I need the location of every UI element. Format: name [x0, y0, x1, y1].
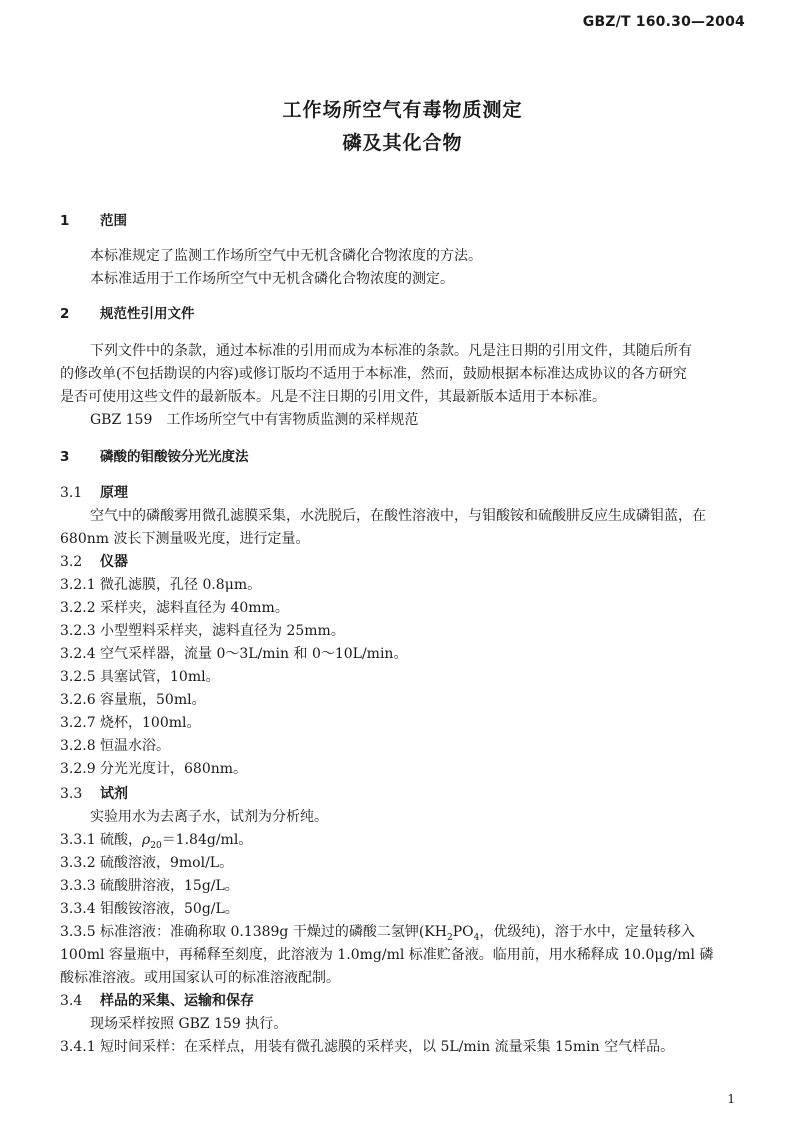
item-number: 3.3.3: [60, 878, 96, 894]
item-number: 3.3.1: [60, 832, 96, 848]
item-text: 硫酸，: [100, 832, 142, 848]
subsection-3-3-heading: [60, 783, 750, 805]
item-text: 硫酸溶液，9mol/L。: [100, 855, 234, 871]
section-1-heading: [60, 210, 750, 232]
section-3-heading: [60, 446, 750, 468]
list-item: [60, 620, 750, 642]
subsection-3-2-heading: [60, 551, 750, 573]
subsection-number: 3.3: [60, 786, 83, 802]
density-symbol: ρ: [142, 832, 151, 848]
paragraph-line: 是否可使用这些文件的最新版本。凡是不注日期的引用文件，其最新版本适用于本标准。: [60, 389, 606, 405]
section-title: 磷酸的钼酸铵分光光度法: [100, 449, 249, 465]
subsection-number: 3.1: [60, 485, 83, 501]
item-number: 3.2.4: [60, 646, 96, 662]
section-number: 1: [60, 213, 70, 229]
subsection-title: 原理: [100, 485, 128, 501]
item-text: 恒温水浴。: [100, 738, 170, 754]
item-number: 3.4.1: [60, 1039, 96, 1055]
section-title: 规范性引用文件: [100, 306, 195, 322]
standard-code: GBZ/T 160.30—2004: [582, 14, 745, 30]
paragraph-line: 酸标准溶液。或用国家认可的标准溶液配制。: [60, 970, 340, 986]
subsection-title: 仪器: [100, 554, 128, 570]
subsection-3-4-heading: [60, 990, 750, 1012]
item-text: 容量瓶，50ml。: [100, 692, 206, 708]
list-item: [60, 852, 750, 874]
list-item: [60, 758, 750, 780]
density-subscript: 20: [150, 840, 162, 851]
item-number: 3.2.7: [60, 715, 96, 731]
section-number: 2: [60, 306, 70, 322]
list-item: [60, 875, 750, 897]
section-2-heading: [60, 303, 750, 325]
item-number: 3.2.9: [60, 761, 96, 777]
list-item: [60, 898, 750, 920]
subsection-title: 样品的采集、运输和保存: [100, 993, 254, 1009]
item-number: 3.3.2: [60, 855, 96, 871]
item-number: 3.2.5: [60, 669, 96, 685]
subsection-3-1-heading: [60, 482, 750, 504]
item-number: 3.2.6: [60, 692, 96, 708]
paragraph-line: 的修改单(不包括勘误的内容)或修订版均不适用于本标准，然而，鼓励根据本标准达成协议的各方研究: [60, 366, 687, 382]
paragraph: 现场采样按照 GBZ 159 执行。: [90, 1016, 288, 1032]
list-item: [60, 735, 750, 757]
formula-subscript: 4: [473, 932, 480, 943]
paragraph: 本标准适用于工作场所空气中无机含磷化合物浓度的测定。: [90, 271, 454, 287]
document-title: 工作场所空气有毒物质测定: [282, 99, 523, 121]
paragraph-line: 下列文件中的条款，通过本标准的引用而成为本标准的条款。凡是注日期的引用文件，其随后所有: [90, 343, 692, 359]
list-item: [60, 689, 750, 711]
item-number: 3.2.1: [60, 577, 96, 593]
item-text: 标准溶液：准确称取 0.1389g 干燥过的磷酸二氢钾(KH: [100, 924, 447, 940]
subsection-number: 3.2: [60, 554, 83, 570]
subsection-title: 试剂: [100, 786, 128, 802]
section-title: 范围: [100, 213, 127, 229]
item-text: PO: [452, 924, 474, 940]
item-number: 3.2.8: [60, 738, 96, 754]
paragraph-line: 空气中的磷酸雾用微孔滤膜采集，水洗脱后，在酸性溶液中，与钼酸铵和硫酸肼反应生成磷钼蓝，在: [90, 508, 706, 524]
list-item: [60, 712, 750, 734]
subsection-number: 3.4: [60, 993, 83, 1009]
formula-subscript: 2: [446, 932, 453, 943]
list-item: [60, 597, 750, 619]
list-item: [60, 1036, 750, 1058]
paragraph: 本标准规定了监测工作场所空气中无机含磷化合物浓度的方法。: [90, 248, 482, 264]
item-text: ＝1.84g/ml。: [161, 832, 253, 848]
item-number: 3.3.5: [60, 924, 96, 940]
item-text: 小型塑料采样夹，滤料直径为 25mm。: [100, 623, 345, 639]
item-text: ，优级纯)，溶于水中，定量转移入: [479, 924, 695, 940]
item-text: 短时间采样：在采样点，用装有微孔滤膜的采样夹，以 5L/min 流量采集 15min 空气样品。: [100, 1039, 675, 1055]
page-number: 1: [727, 1092, 735, 1106]
item-text: 硫酸肼溶液，15g/L。: [100, 878, 239, 894]
item-text: 具塞试管，10ml。: [100, 669, 220, 685]
paragraph-line: 100ml 容量瓶中，再稀释至刻度，此溶液为 1.0mg/ml 标准贮备液。临用前，用水稀释成 10.0μg/ml 磷: [60, 947, 714, 963]
paragraph-line: 680nm 波长下测量吸光度，进行定量。: [60, 531, 310, 547]
paragraph: 实验用水为去离子水，试剂为分析纯。: [90, 809, 328, 825]
item-text: 采样夹，滤料直径为 40mm。: [100, 600, 289, 616]
item-number: 3.2.2: [60, 600, 96, 616]
list-item: [60, 643, 750, 665]
item-number: 3.2.3: [60, 623, 96, 639]
document-subtitle: 磷及其化合物: [342, 132, 463, 154]
item-number: 3.3.4: [60, 901, 96, 917]
item-text: 微孔滤膜，孔径 0.8μm。: [100, 577, 262, 593]
item-text: 钼酸铵溶液，50g/L。: [100, 901, 239, 917]
item-text: 空气采样器，流量 0～3L/min 和 0～10L/min。: [100, 646, 408, 662]
list-item: [60, 574, 750, 596]
section-number: 3: [60, 449, 70, 465]
list-item: [60, 666, 750, 688]
item-text: 分光光度计，680nm。: [100, 761, 248, 777]
normative-reference: GBZ 159 工作场所空气中有害物质监测的采样规范: [90, 412, 419, 428]
item-text: 烧杯，100ml。: [100, 715, 201, 731]
